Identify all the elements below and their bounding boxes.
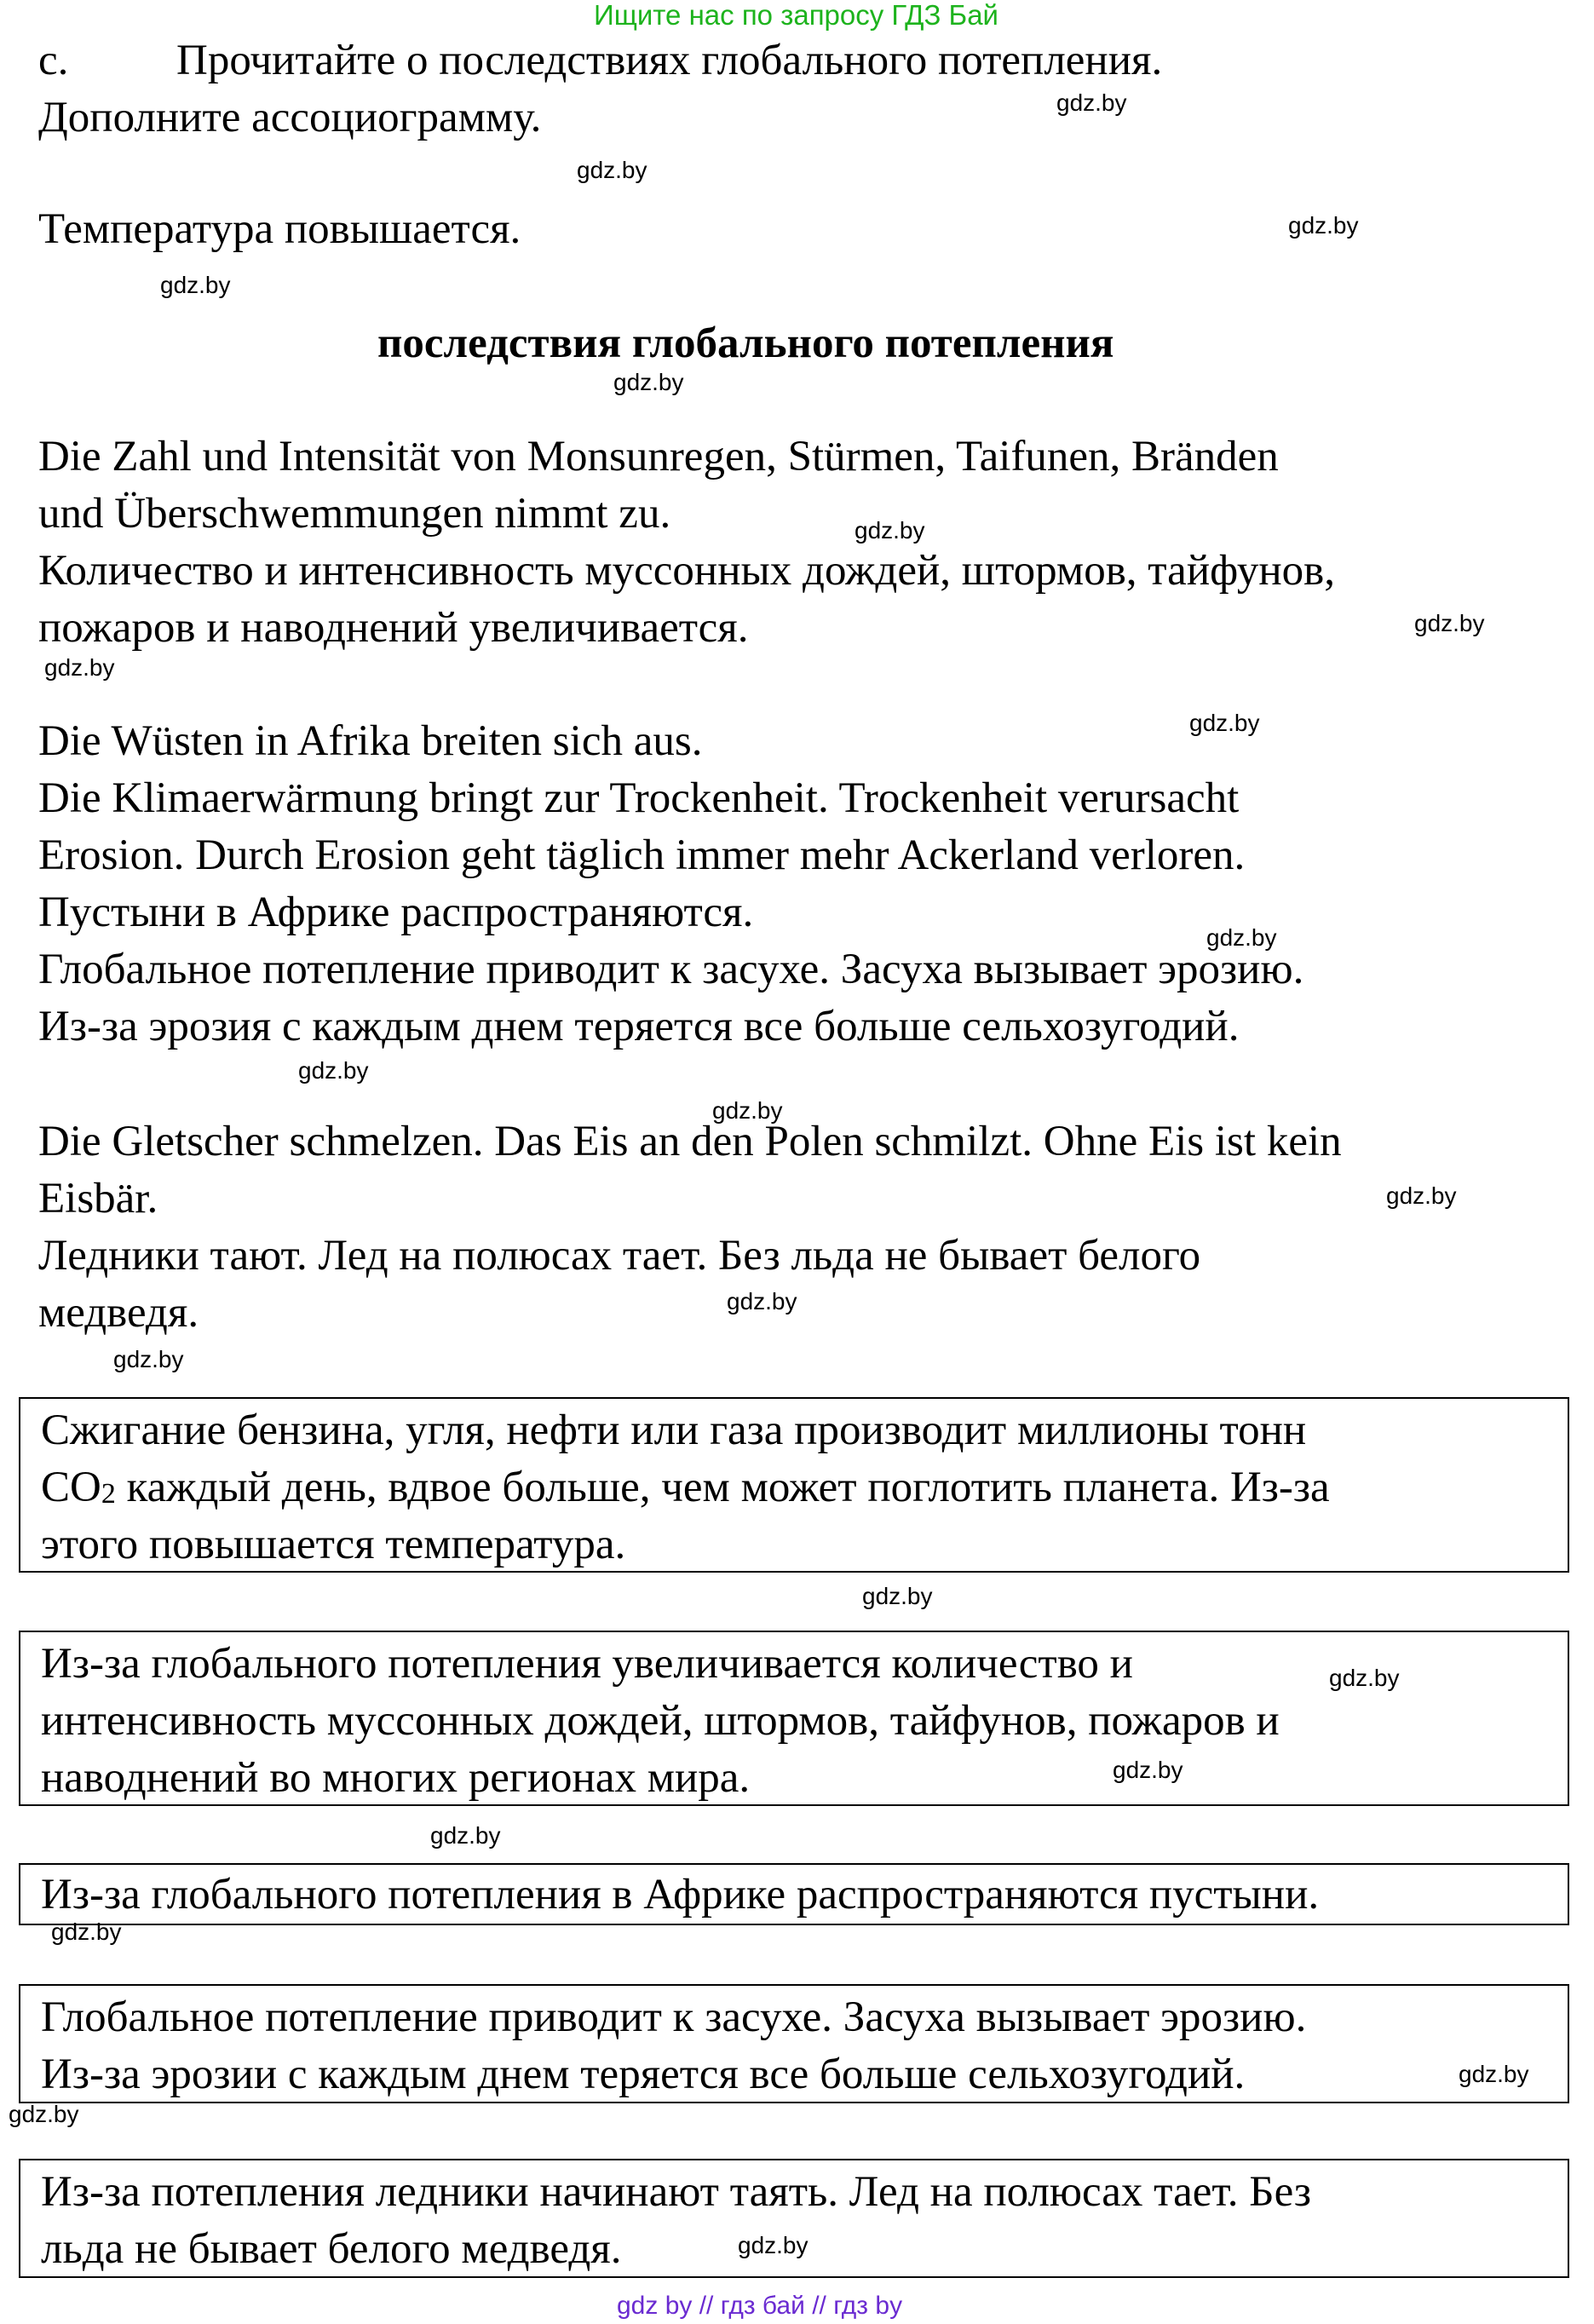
paragraph-2-line-2: Die Klimaerwärmung bringt zur Trockenheit. Trockenheit verursacht bbox=[38, 774, 1240, 822]
watermark: gdz.by bbox=[1189, 710, 1260, 736]
answer-box-5 bbox=[19, 2159, 1569, 2278]
paragraph-1-line-4: пожаров и наводнений увеличивается. bbox=[38, 604, 749, 652]
paragraph-3-line-1: Die Gletscher schmelzen. Das Eis an den Polen schmilzt. Ohne Eis ist kein bbox=[38, 1118, 1342, 1165]
header-search-link[interactable]: Ищите нас по запросу ГДЗ Бай bbox=[594, 0, 998, 31]
task-instruction-line1: Прочитайте о последствиях глобального потепления. bbox=[176, 37, 1163, 84]
answer-box-1-line-2-rest: каждый день, вдвое больше, чем может поглотить планета. Из-за bbox=[115, 1464, 1330, 1511]
watermark: gdz.by bbox=[1414, 610, 1485, 636]
watermark: gdz.by bbox=[1386, 1182, 1457, 1209]
watermark: gdz.by bbox=[160, 272, 231, 298]
co2-subscript: 2 bbox=[101, 1478, 116, 1510]
watermark: gdz.by bbox=[738, 2232, 809, 2258]
co2-formula: CO bbox=[41, 1464, 101, 1511]
watermark: gdz.by bbox=[1459, 2061, 1529, 2087]
watermark: gdz.by bbox=[113, 1346, 184, 1372]
watermark: gdz.by bbox=[855, 517, 925, 544]
paragraph-2-line-4: Пустыни в Африке распространяются. bbox=[38, 889, 754, 936]
watermark: gdz.by bbox=[1206, 924, 1277, 951]
task-letter: c. bbox=[38, 37, 69, 84]
answer-box-1-line-3: этого повышается температура. bbox=[41, 1521, 626, 1568]
paragraph-1-line-2: und Überschwemmungen nimmt zu. bbox=[38, 490, 671, 538]
answer-box-2 bbox=[19, 1631, 1569, 1806]
watermark: gdz.by bbox=[613, 369, 684, 395]
watermark: gdz.by bbox=[712, 1097, 783, 1124]
answer-box-4 bbox=[19, 1984, 1569, 2103]
answer-box-4-line-2: Из-за эрозии с каждым днем теряется все больше сельхозугодий. bbox=[41, 2051, 1246, 2098]
task-instruction-line2: Дополните ассоциограмму. bbox=[38, 94, 542, 141]
answer-box-2-line-3: наводнений во многих регионах мира. bbox=[41, 1754, 751, 1802]
answer-box-5-line-1: Из-за потепления ледники начинают таять. Лед на полюсах тает. Без bbox=[41, 2168, 1311, 2216]
paragraph-2-line-5: Глобальное потепление приводит к засухе. Засуха вызывает эрозию. bbox=[38, 946, 1304, 993]
paragraph-3-line-3: Ледники тают. Лед на полюсах тает. Без льда не бывает белого bbox=[38, 1232, 1201, 1280]
paragraph-1-line-1: Die Zahl und Intensität von Monsunregen, Stürmen, Taifunen, Bränden bbox=[38, 433, 1279, 480]
watermark: gdz.by bbox=[51, 1918, 122, 1945]
temperature-text: Температура повышается. bbox=[38, 205, 521, 253]
answer-box-1-line-2 bbox=[41, 1459, 1330, 1522]
paragraph-1-line-3: Количество и интенсивность муссонных дождей, штормов, тайфунов, bbox=[38, 547, 1336, 595]
watermark: gdz.by bbox=[298, 1057, 369, 1084]
watermark: gdz.by bbox=[44, 654, 115, 681]
watermark: gdz.by bbox=[727, 1288, 797, 1314]
heading: последствия глобального потепления bbox=[377, 319, 1114, 367]
paragraph-2-line-6: Из-за эрозия с каждым днем теряется все больше сельхозугодий. bbox=[38, 1003, 1240, 1050]
answer-box-2-line-1: Из-за глобального потепления увеличивается количество и bbox=[41, 1640, 1133, 1688]
answer-box-5-line-2: льда не бывает белого медведя. bbox=[41, 2225, 622, 2273]
answer-box-3-line-1: Из-за глобального потепления в Африке распространяются пустыни. bbox=[41, 1871, 1320, 1918]
paragraph-3-line-2: Eisbär. bbox=[38, 1175, 158, 1222]
paragraph-3-line-4: медведя. bbox=[38, 1289, 199, 1337]
watermark: gdz.by bbox=[862, 1583, 933, 1609]
answer-box-2-line-2: интенсивность муссонных дождей, штормов, тайфунов, пожаров и bbox=[41, 1697, 1280, 1745]
answer-box-1-line-1: Сжигание бензина, угля, нефти или газа производит миллионы тонн bbox=[41, 1406, 1307, 1454]
watermark: gdz.by bbox=[9, 2101, 79, 2127]
answer-box-4-line-1: Глобальное потепление приводит к засухе. Засуха вызывает эрозию. bbox=[41, 1993, 1307, 2041]
watermark: gdz.by bbox=[1056, 89, 1127, 116]
footer-links[interactable]: gdz by // гдз бай // гдз by bbox=[617, 2292, 903, 2320]
paragraph-2-line-1: Die Wüsten in Afrika breiten sich aus. bbox=[38, 717, 703, 765]
watermark: gdz.by bbox=[1113, 1757, 1183, 1783]
watermark: gdz.by bbox=[1329, 1665, 1400, 1691]
answer-box-1 bbox=[19, 1397, 1569, 1573]
answer-box-3 bbox=[19, 1863, 1569, 1925]
paragraph-2-line-3: Erosion. Durch Erosion geht täglich immer mehr Ackerland verloren. bbox=[38, 831, 1246, 879]
watermark: gdz.by bbox=[1288, 212, 1359, 239]
watermark: gdz.by bbox=[577, 157, 647, 183]
watermark: gdz.by bbox=[430, 1822, 501, 1849]
